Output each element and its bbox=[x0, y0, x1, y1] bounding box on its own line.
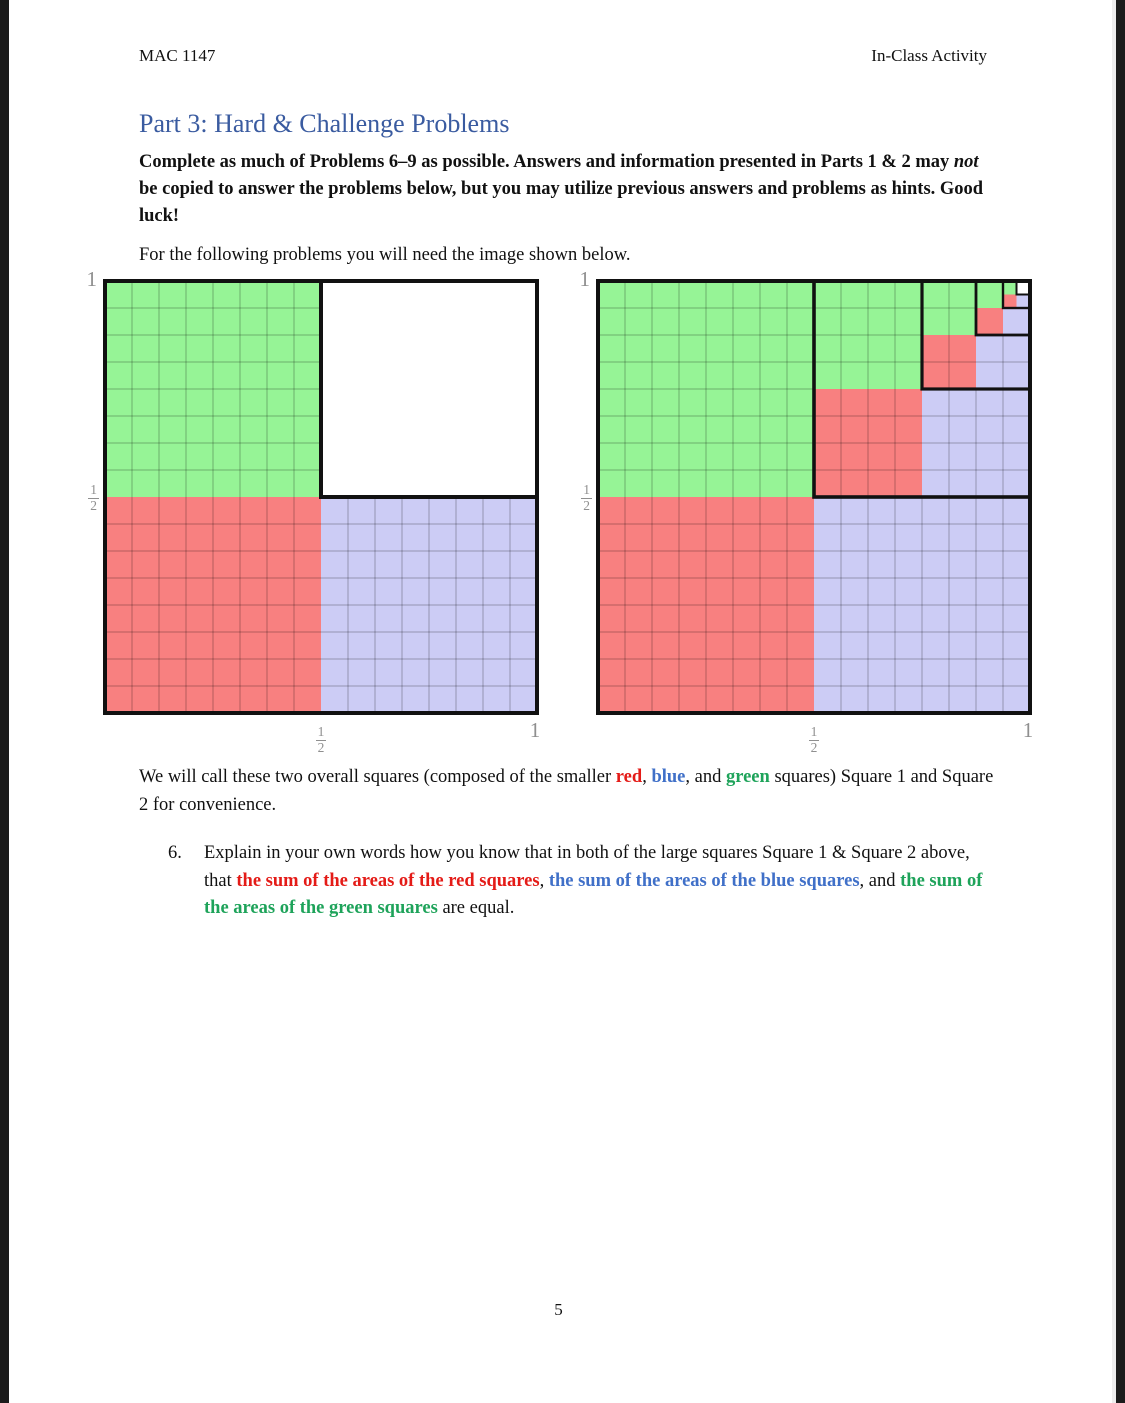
section-title: Part 3: Hard & Challenge Problems bbox=[139, 109, 510, 138]
sq2-axis-label-half-bottom: $\frac{1}{2}$ bbox=[810, 724, 818, 755]
sq1-axis-label-half-bottom: $\frac{1}{2}$ bbox=[317, 724, 325, 755]
problem-6 bbox=[168, 840, 984, 923]
sq2-axis-label-1-bottom: 1 bbox=[1022, 718, 1034, 742]
text-segment: , and bbox=[685, 767, 726, 787]
text-segment: be copied to answer the problems below, but you may utilize previous answers and problems as hints. Good luck! bbox=[139, 179, 984, 226]
viewer-left-edge bbox=[0, 0, 9, 1403]
page-header bbox=[139, 46, 987, 66]
square-1-diagram bbox=[101, 277, 541, 717]
text-segment: the sum of the areas of the green squares bbox=[204, 870, 983, 918]
text-segment: Explain in your own words how you know that in both of the large squares Square 1 & Square 2 above, that bbox=[204, 843, 970, 891]
activity-label: In-Class Activity bbox=[871, 46, 987, 65]
text-segment: the sum of the areas of the red squares bbox=[236, 870, 540, 891]
square-2-diagram bbox=[594, 277, 1034, 717]
intro-paragraph bbox=[139, 149, 1001, 230]
text-segment: We will call these two overall squares (composed of the smaller bbox=[139, 767, 616, 787]
lead-in-sentence: For the following problems you will need the image shown below. bbox=[139, 245, 631, 265]
text-segment: , and bbox=[859, 870, 901, 891]
text-segment: , bbox=[642, 767, 652, 787]
sq1-axis-label-1-bottom: 1 bbox=[529, 718, 541, 742]
sq2-axis-label-1-top: 1 bbox=[579, 267, 590, 291]
text-segment: the sum of the areas of the blue squares bbox=[548, 870, 860, 891]
text-segment: , bbox=[539, 870, 549, 891]
text-segment: green bbox=[725, 767, 770, 787]
square-1-figure bbox=[75, 267, 587, 779]
page-number: 5 bbox=[554, 1300, 563, 1319]
sq2-axis-label-half-left: $\frac{1}{2}$ bbox=[583, 482, 590, 513]
text-segment: red bbox=[615, 767, 643, 787]
course-code: MAC 1147 bbox=[139, 46, 216, 65]
text-segment: blue bbox=[651, 767, 686, 787]
sq1-axis-label-half-left: $\frac{1}{2}$ bbox=[90, 482, 97, 513]
text-segment: squares) Square 1 and Square 2 for convenience. bbox=[139, 767, 994, 815]
text-segment: not bbox=[953, 152, 979, 172]
text-segment: Complete as much of Problems 6–9 as possible. Answers and information presented in Parts 1 & 2 may bbox=[139, 152, 954, 172]
problem-6-text bbox=[204, 840, 984, 923]
problem-6-number: 6. bbox=[168, 843, 182, 863]
text-segment: are equal. bbox=[437, 898, 515, 918]
sq1-axis-label-1-top: 1 bbox=[86, 267, 97, 291]
square-2-figure bbox=[568, 267, 1080, 779]
viewer-right-edge bbox=[1116, 0, 1125, 1403]
caption-paragraph bbox=[139, 764, 1005, 819]
